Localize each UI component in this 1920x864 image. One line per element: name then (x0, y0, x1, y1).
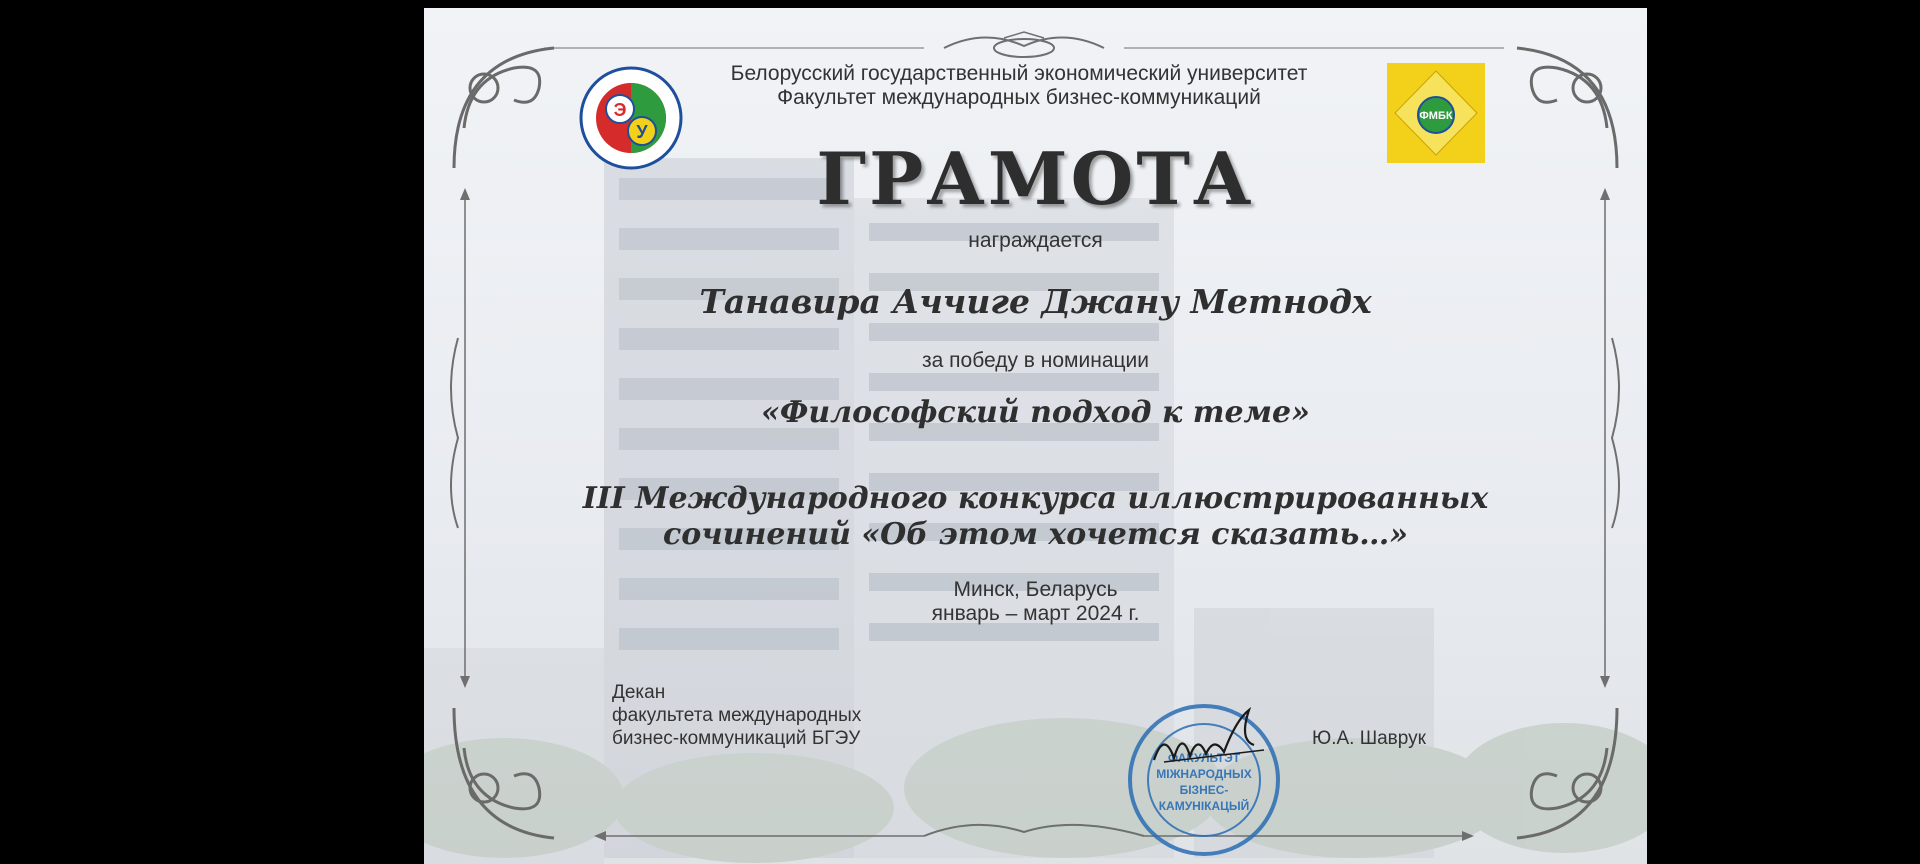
university-header (564, 62, 1474, 110)
stamp-line-3: БІЗНЕС- (1179, 783, 1229, 797)
for-win-text: за победу в номинации (922, 349, 1149, 372)
dean-line-3: бизнес-коммуникаций БГЭУ (612, 728, 861, 749)
place-text: Минск, Беларусь (953, 578, 1118, 601)
recipient-name: Танавира Аччиге Джану Метнодх (699, 282, 1372, 321)
stamp-line-1: ФАКУЛЬТЭТ (1167, 751, 1241, 765)
faculty-name: Факультет международных бизнес-коммуникаций (777, 86, 1261, 109)
awarded-text: награждается (968, 229, 1103, 252)
logo-letter-e: Э (613, 100, 627, 120)
stamp-line-2: МІЖНАРОДНЫХ (1156, 767, 1252, 781)
contest-line-2: сочинений «Об этом хочется сказать…» (662, 517, 1409, 552)
contest-title (424, 481, 1647, 553)
university-name: Белорусский государственный экономический университет (730, 62, 1308, 85)
dean-line-1: Декан (612, 682, 666, 703)
certificate (424, 8, 1647, 864)
fmbk-logo-text: ФМБК (1419, 110, 1453, 122)
nomination-title: «Философский подход к теме» (761, 395, 1310, 430)
date-text: январь – март 2024 г. (931, 602, 1140, 625)
dean-title (612, 681, 861, 750)
logo-letter-u: У (636, 122, 648, 142)
signer-name: Ю.А. Шаврук (1312, 728, 1426, 749)
contest-line-1: III Международного конкурса иллюстрированных (582, 481, 1489, 516)
faculty-stamp (1124, 690, 1284, 860)
stamp-line-4: КАМУНІКАЦЫЙ (1158, 799, 1250, 813)
certificate-title: ГРАМОТА (816, 136, 1255, 221)
place-date (424, 578, 1647, 626)
dean-line-2: факультета международных (612, 705, 862, 726)
